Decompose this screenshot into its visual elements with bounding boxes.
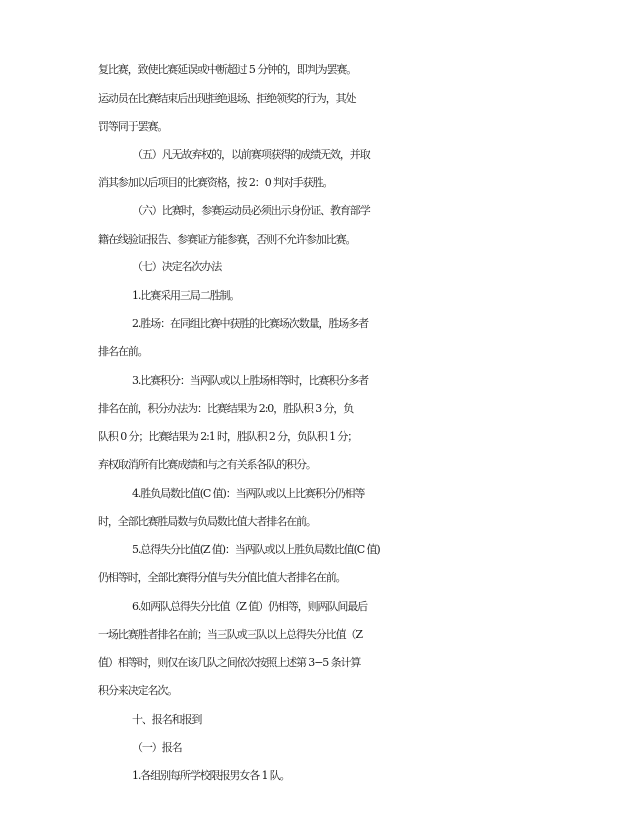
list-item: 1.各组别每所学校限报男女各 1 队。	[132, 769, 290, 782]
paragraph-line: 排名在前。	[98, 345, 148, 358]
paragraph-line: 队积 0 分；比赛结果为 2:1 时，胜队积 2 分，负队积 1 分；	[98, 430, 358, 443]
list-item: 2.胜场：在同组比赛中获胜的比赛场次数量，胜场多者	[132, 317, 368, 330]
paragraph-line: 时，全部比赛胜局数与负局数比值大者排名在前。	[98, 515, 316, 528]
paragraph-line: （五）凡无故弃权的，以前赛项获得的成绩无效，并取	[132, 148, 370, 161]
list-item: 5.总得失分比值(Z 值)：当两队或以上胜负局数比值(C 值)	[132, 543, 380, 556]
list-item: 3.比赛积分：当两队或以上胜场相等时，比赛积分多者	[132, 374, 368, 387]
paragraph-line: （六）比赛时，参赛运动员必须出示身份证、教育部学	[132, 204, 370, 217]
list-item: 4.胜负局数比值(C 值)：当两队或以上比赛积分仍相等	[132, 487, 365, 500]
section-heading: （一）报名	[132, 741, 182, 754]
paragraph-line: 运动员在比赛结束后出现拒绝退场、拒绝领奖的行为，其处	[98, 92, 356, 105]
paragraph-line: 籍在线验证报告、参赛证方能参赛，否则不允许参加比赛。	[98, 233, 356, 246]
paragraph-line: 仍相等时，全部比赛得分值与失分值比值大者排名在前。	[98, 571, 346, 584]
section-heading: （七）决定名次办法	[132, 260, 222, 273]
paragraph-line: 积分来决定名次。	[98, 684, 178, 697]
paragraph-line: 罚等同于罢赛。	[98, 120, 168, 133]
paragraph-line: 值）相等时，则仅在该几队之间依次按照上述第 3−5 条计算	[98, 656, 361, 669]
paragraph-line: 排名在前，积分办法为：比赛结果为 2:0，胜队积 3 分，负	[98, 402, 354, 415]
paragraph-line: 一场比赛胜者排名在前；当三队或三队以上总得失分比值（Z	[98, 628, 362, 641]
paragraph-line: 消其参加以后项目的比赛资格，按 2：0 判对手获胜。	[98, 176, 333, 189]
paragraph-line: 弃权取消所有比赛成绩和与之有关系各队的积分。	[98, 458, 316, 471]
list-item: 6.如两队总得失分比值（Z 值）仍相等，则两队间最后	[132, 600, 368, 613]
paragraph-line: 复比赛，致使比赛延误或中断超过 5 分钟的，即判为罢赛。	[98, 63, 357, 76]
chapter-heading: 十、报名和报到	[132, 713, 202, 726]
list-item: 1.比赛采用三局二胜制。	[132, 289, 240, 302]
